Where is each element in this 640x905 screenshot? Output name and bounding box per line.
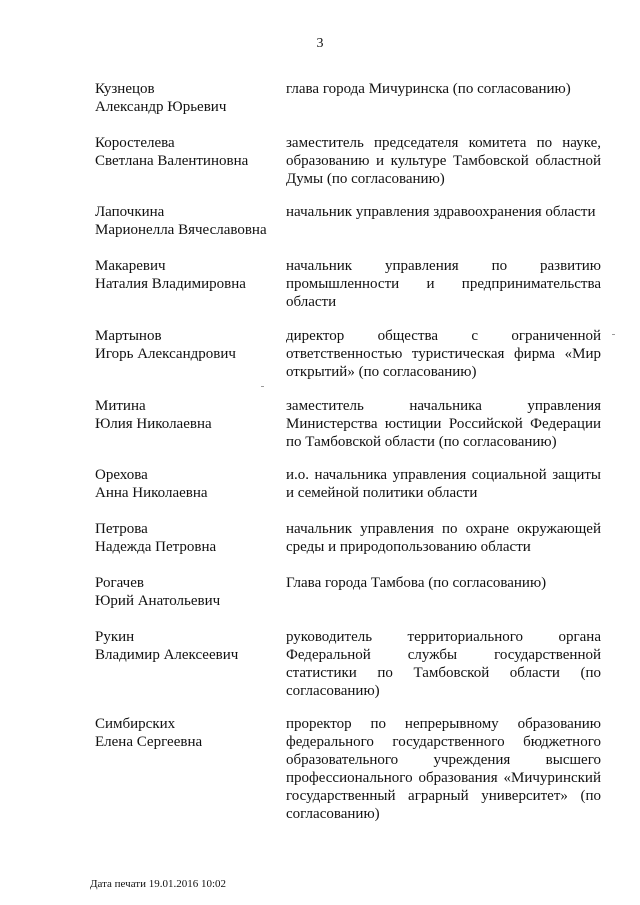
member-given-names: Марионелла Вячеславовна xyxy=(95,222,267,238)
member-surname: Рогачев xyxy=(95,575,144,591)
member-role: заместитель председателя комитета по науке, образованию и культуре Тамбовской областной Думы (по согласованию) xyxy=(286,135,601,187)
member-given-names: Елена Сергеевна xyxy=(95,734,203,750)
member-surname: Мартынов xyxy=(95,328,162,344)
member-role: руководитель территориального органа Федеральной службы государственной статистики по Тамбовской области (по согласованию) xyxy=(286,629,601,699)
member-name xyxy=(95,397,280,433)
member-role: проректор по непрерывному образованию федерального государственного бюджетного образовательного учреждения высшего профессионального образования «Мичуринский государственный аграрный университет» (по согласованию) xyxy=(286,716,601,822)
member-name xyxy=(95,628,280,664)
member-given-names: Светлана Валентиновна xyxy=(95,153,249,169)
member-surname: Симбирских xyxy=(95,716,176,732)
page-number: 3 xyxy=(316,36,324,51)
member-given-names: Александр Юрьевич xyxy=(95,99,227,115)
member-name xyxy=(95,520,280,556)
member-name xyxy=(95,257,280,293)
member-given-names: Анна Николаевна xyxy=(95,485,208,501)
member-given-names: Наталия Владимировна xyxy=(95,276,246,292)
member-role: начальник управления по развитию промышленности и предпринимательства области xyxy=(286,258,601,310)
member-surname: Коростелева xyxy=(95,135,175,151)
member-surname: Кузнецов xyxy=(95,81,155,97)
scan-speck xyxy=(261,386,264,387)
member-surname: Орехова xyxy=(95,467,148,483)
member-given-names: Надежда Петровна xyxy=(95,539,217,555)
member-name xyxy=(95,203,280,239)
member-name xyxy=(95,466,280,502)
scan-speck xyxy=(612,334,615,335)
member-surname: Рукин xyxy=(95,629,135,645)
member-given-names: Владимир Алексеевич xyxy=(95,647,239,663)
member-role: глава города Мичуринска (по согласованию) xyxy=(286,81,571,97)
member-surname: Лапочкина xyxy=(95,204,165,220)
member-name xyxy=(95,715,280,751)
member-surname: Петрова xyxy=(95,521,148,537)
member-surname: Митина xyxy=(95,398,146,414)
member-given-names: Игорь Александрович xyxy=(95,346,236,362)
member-role: Глава города Тамбова (по согласованию) xyxy=(286,575,547,591)
member-name xyxy=(95,80,280,116)
member-role: заместитель начальника управления Министерства юстиции Российской Федерации по Тамбовской области (по согласованию) xyxy=(286,398,601,450)
member-given-names: Юлия Николаевна xyxy=(95,416,212,432)
member-surname: Макаревич xyxy=(95,258,166,274)
member-name xyxy=(95,134,280,170)
member-role: начальник управления здравоохранения области xyxy=(286,204,596,220)
member-name xyxy=(95,327,280,363)
member-role: начальник управления по охране окружающей среды и природопользованию области xyxy=(286,521,601,555)
print-date: Дата печати 19.01.2016 10:02 xyxy=(90,878,227,890)
member-role: и.о. начальника управления социальной защиты и семейной политики области xyxy=(286,467,601,501)
member-name xyxy=(95,574,280,610)
member-role: директор общества с ограниченной ответственностью туристическая фирма «Мир открытий» (по согласованию) xyxy=(286,328,601,380)
member-given-names: Юрий Анатольевич xyxy=(95,593,221,609)
